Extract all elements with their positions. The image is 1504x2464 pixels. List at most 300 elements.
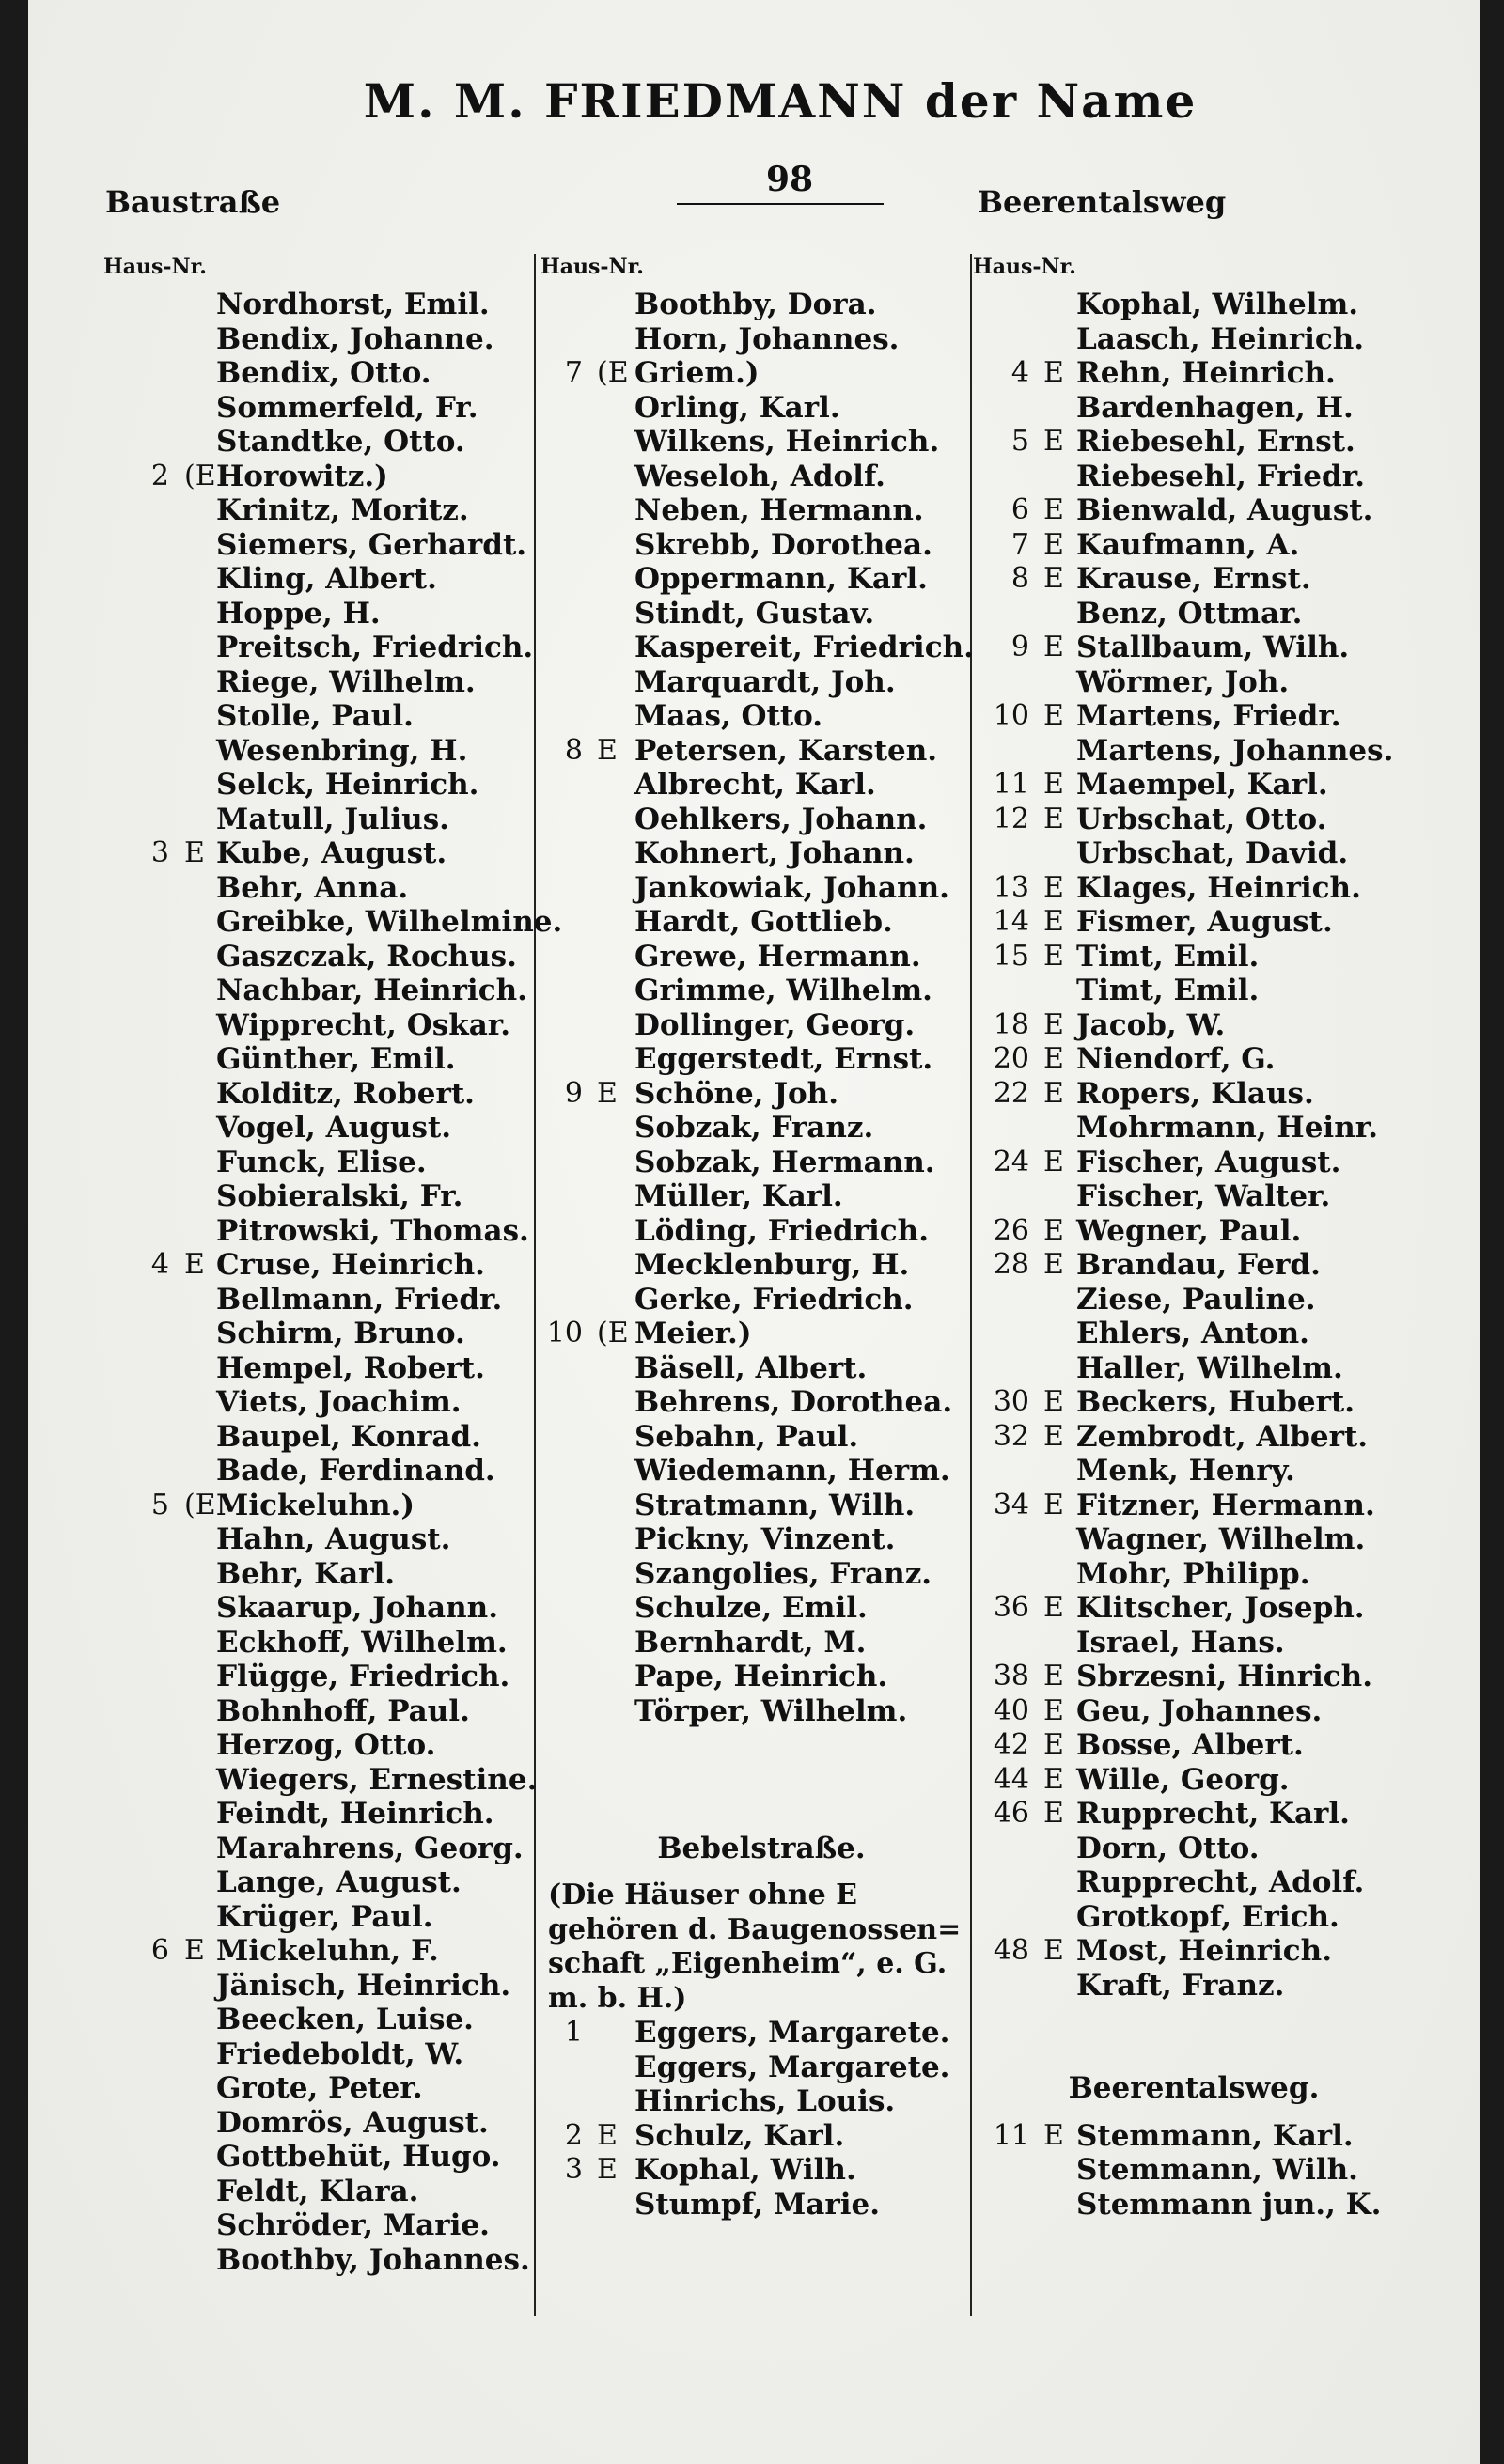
owner-mark: E <box>1043 1591 1064 1624</box>
list-item <box>103 2106 545 2141</box>
owner-mark: E <box>1043 1213 1064 1247</box>
resident-name: Wiedemann, Herm. <box>634 1454 950 1488</box>
list-item <box>103 768 545 803</box>
resident-name: Beckers, Hubert. <box>1076 1385 1355 1419</box>
resident-name: Törper, Wilhelm. <box>634 1693 908 1728</box>
list-item <box>973 1042 1415 1077</box>
resident-name: Bardenhagen, H. <box>1076 390 1354 425</box>
owner-mark: E <box>184 836 205 869</box>
list-item <box>973 2153 1415 2188</box>
resident-name: Behr, Anna. <box>216 870 409 905</box>
resident-name: Urbschat, Otto. <box>1076 802 1327 836</box>
list-item <box>540 2016 982 2051</box>
resident-name: Hinrichs, Louis. <box>634 2084 896 2118</box>
list-item <box>973 2188 1415 2222</box>
resident-name: Brandau, Ferd. <box>1076 1248 1321 1282</box>
resident-name: Herzog, Otto. <box>216 1728 436 1762</box>
list-item <box>540 493 982 528</box>
owner-mark: E <box>1043 631 1064 663</box>
list-item <box>103 974 545 1008</box>
resident-name: Stumpf, Marie. <box>634 2187 880 2222</box>
resident-name: Kolditz, Robert. <box>216 1076 475 1111</box>
resident-name: Riebesehl, Friedr. <box>1076 459 1365 493</box>
owner-mark: E <box>1043 802 1064 835</box>
owner-mark: E <box>1043 1797 1064 1830</box>
list-item <box>973 974 1415 1008</box>
resident-name: Urbschat, David. <box>1076 836 1349 870</box>
resident-name: Maas, Otto. <box>634 699 823 733</box>
owner-mark: E <box>1043 768 1064 801</box>
resident-name: Martens, Friedr. <box>1076 699 1341 733</box>
house-number: 6 <box>150 1934 169 1967</box>
house-number: 7 <box>1010 527 1029 561</box>
list-item <box>103 2243 545 2278</box>
list-item <box>973 1900 1415 1935</box>
list-item <box>103 1728 545 1763</box>
list-item <box>540 734 982 769</box>
resident-name: Dorn, Otto. <box>1076 1831 1260 1865</box>
resident-name: Mickeluhn, F. <box>216 1934 439 1968</box>
resident-name: Jänisch, Heinrich. <box>216 1968 511 2003</box>
resident-name: Grote, Peter. <box>216 2071 423 2105</box>
list-item <box>103 2208 545 2243</box>
section-heading-bebelstrasse: Bebelstraße. <box>657 1831 866 1865</box>
resident-name: Benz, Ottmar. <box>1076 596 1303 631</box>
owner-mark: E <box>597 1076 618 1110</box>
list-item <box>973 1626 1415 1661</box>
resident-name: Dollinger, Georg. <box>634 1007 916 1042</box>
list-item <box>540 631 982 665</box>
list-item <box>973 940 1415 975</box>
resident-name: Grotkopf, Erich. <box>1076 1899 1340 1934</box>
house-number: 26 <box>993 1213 1029 1247</box>
list-item <box>103 1420 545 1455</box>
list-item <box>540 905 982 940</box>
resident-name: Horn, Johannes. <box>634 321 900 356</box>
resident-name: Griem.) <box>634 356 760 390</box>
list-item <box>103 803 545 837</box>
owner-mark: E <box>1043 1488 1064 1521</box>
resident-name: Gaszczak, Rochus. <box>216 939 517 974</box>
list-item <box>540 1385 982 1420</box>
list-item <box>103 2071 545 2106</box>
resident-name: Bosse, Albert. <box>1076 1728 1304 1762</box>
list-item <box>103 734 545 769</box>
resident-name: Petersen, Karsten. <box>634 733 938 768</box>
owner-mark: E <box>1043 1007 1064 1041</box>
owner-mark: E <box>1043 527 1064 561</box>
resident-name: Lange, August. <box>216 1865 462 1899</box>
list-item <box>540 1591 982 1626</box>
owner-mark: E <box>597 733 618 767</box>
list-item <box>540 836 982 871</box>
list-item <box>540 1557 982 1592</box>
resident-name: Eggerstedt, Ernst. <box>634 1042 933 1076</box>
list-item <box>103 460 545 494</box>
resident-name: Boothby, Johannes. <box>216 2242 530 2277</box>
resident-name: Kaspereit, Friedrich. <box>634 631 974 664</box>
list-item <box>103 699 545 734</box>
beerentalsweg-entries <box>973 2119 1415 2222</box>
house-number: 11 <box>993 768 1029 801</box>
resident-name: Viets, Joachim. <box>216 1385 462 1419</box>
list-item <box>103 2037 545 2072</box>
resident-name: Nachbar, Heinrich. <box>216 974 527 1007</box>
list-item <box>973 1557 1415 1592</box>
resident-name: Wegner, Paul. <box>1076 1213 1302 1248</box>
resident-name: Stemmann jun., K. <box>1076 2187 1382 2222</box>
list-item <box>540 391 982 426</box>
resident-name: Oppermann, Karl. <box>634 562 928 596</box>
resident-name: Grimme, Wilhelm. <box>634 974 932 1007</box>
resident-name: Sbrzesni, Hinrich. <box>1076 1660 1372 1693</box>
owner-mark: E <box>1043 905 1064 938</box>
resident-name: Klages, Heinrich. <box>1076 870 1361 905</box>
list-item <box>973 460 1415 494</box>
list-item <box>540 1694 982 1729</box>
resident-name: Hahn, August. <box>216 1522 451 1556</box>
list-item <box>973 2119 1415 2154</box>
owner-mark: E <box>1043 356 1064 389</box>
column-1-entries <box>103 288 563 2277</box>
resident-name: Geu, Johannes. <box>1076 1693 1323 1728</box>
list-item <box>103 2003 545 2037</box>
owner-mark: (E <box>184 459 216 492</box>
list-item <box>540 2188 982 2222</box>
list-item <box>103 631 545 665</box>
resident-name: Bienwald, August. <box>1076 493 1373 527</box>
resident-name: Standtke, Otto. <box>216 425 465 459</box>
owner-mark: E <box>1043 1042 1064 1075</box>
page-title: M. M. FRIEDMANN der Name <box>363 73 1198 129</box>
resident-name: Skaarup, Johann. <box>216 1591 499 1625</box>
list-item <box>973 1865 1415 1900</box>
resident-name: Skrebb, Dorothea. <box>634 527 932 562</box>
list-item <box>973 905 1415 940</box>
list-item <box>103 356 545 391</box>
owner-mark: E <box>1043 1385 1064 1418</box>
page-number: 98 <box>765 160 814 199</box>
owner-mark: E <box>1043 1419 1064 1453</box>
resident-name: Marquardt, Joh. <box>634 664 896 699</box>
house-number: 8 <box>1010 562 1029 595</box>
resident-name: Feldt, Klara. <box>216 2174 419 2208</box>
resident-name: Marahrens, Georg. <box>216 1831 524 1865</box>
resident-name: Beecken, Luise. <box>216 2003 474 2036</box>
column-2-entries <box>540 288 982 1728</box>
list-item <box>973 562 1415 597</box>
house-number: 9 <box>1010 631 1029 663</box>
resident-name: Eggers, Margarete. <box>634 2016 950 2050</box>
list-item <box>103 1283 545 1318</box>
house-number: 44 <box>993 1762 1029 1796</box>
owner-mark: E <box>597 2153 618 2186</box>
resident-name: Schulze, Emil. <box>634 1591 868 1625</box>
list-item <box>540 974 982 1008</box>
running-head-left: Baustraße <box>105 184 281 220</box>
resident-name: Mohrmann, Heinr. <box>1076 1111 1379 1145</box>
list-item <box>540 460 982 494</box>
resident-name: Kraft, Franz. <box>1076 1968 1285 2003</box>
list-item <box>103 1557 545 1592</box>
house-number: 48 <box>993 1934 1029 1967</box>
list-item <box>973 1214 1415 1249</box>
resident-name: Krinitz, Moritz. <box>216 493 469 527</box>
house-number: 36 <box>993 1591 1029 1624</box>
resident-name: Boothby, Dora. <box>634 288 877 321</box>
list-item <box>103 1694 545 1729</box>
resident-name: Schulz, Karl. <box>634 2118 845 2153</box>
house-number: 46 <box>993 1797 1029 1830</box>
resident-name: Orling, Karl. <box>634 390 840 425</box>
house-number: 18 <box>993 1007 1029 1041</box>
list-item <box>103 2175 545 2209</box>
column-2 <box>540 246 982 2222</box>
list-item <box>540 1179 982 1214</box>
owner-mark: E <box>1043 493 1064 526</box>
list-item <box>973 1797 1415 1832</box>
resident-name: Mecklenburg, H. <box>634 1248 910 1282</box>
house-number: 11 <box>993 2118 1029 2152</box>
resident-name: Wesenbring, H. <box>216 733 468 768</box>
list-item <box>103 1385 545 1420</box>
resident-name: Friedeboldt, W. <box>216 2036 464 2071</box>
resident-name: Martens, Johannes. <box>1076 733 1394 768</box>
owner-mark: E <box>1043 1934 1064 1967</box>
resident-name: Vogel, August. <box>216 1111 452 1145</box>
list-item <box>973 1728 1415 1763</box>
resident-name: Sobzak, Hermann. <box>634 1145 935 1179</box>
owner-mark: E <box>1043 1728 1064 1761</box>
column-1 <box>103 246 563 2277</box>
owner-mark: E <box>184 1248 205 1281</box>
resident-name: Wipprecht, Oskar. <box>216 1007 511 1042</box>
resident-name: Wagner, Wilhelm. <box>1076 1522 1366 1556</box>
resident-name: Bade, Ferdinand. <box>216 1454 495 1488</box>
resident-name: Wilkens, Heinrich. <box>634 425 940 459</box>
list-item <box>103 1591 545 1626</box>
house-number: 9 <box>564 1076 583 1110</box>
resident-name: Cruse, Heinrich. <box>216 1248 485 1282</box>
resident-name: Bellmann, Friedr. <box>216 1282 503 1317</box>
list-item <box>540 1454 982 1489</box>
owner-mark: E <box>1043 425 1064 458</box>
resident-name: Bendix, Otto. <box>216 356 431 390</box>
resident-name: Haller, Wilhelm. <box>1076 1350 1343 1385</box>
list-item <box>973 734 1415 769</box>
resident-name: Bernhardt, M. <box>634 1625 867 1660</box>
list-item <box>103 1934 545 1969</box>
house-number: 7 <box>564 356 583 389</box>
resident-name: Matull, Julius. <box>216 802 449 836</box>
house-number: 2 <box>150 459 169 492</box>
list-item <box>973 322 1415 357</box>
list-item <box>973 1146 1415 1180</box>
house-number: 4 <box>1010 356 1029 389</box>
list-item <box>103 1008 545 1043</box>
list-item <box>973 1591 1415 1626</box>
resident-name: Fischer, August. <box>1076 1145 1341 1179</box>
owner-mark: E <box>1043 1693 1064 1727</box>
resident-name: Ropers, Klaus. <box>1076 1076 1314 1111</box>
resident-name: Hardt, Gottlieb. <box>634 905 893 939</box>
resident-name: Ehlers, Anton. <box>1076 1317 1309 1350</box>
list-item <box>540 2051 982 2085</box>
list-item <box>973 528 1415 563</box>
house-number: 15 <box>993 939 1029 973</box>
resident-name: Behr, Karl. <box>216 1556 396 1591</box>
list-item <box>540 699 982 734</box>
list-item <box>540 1214 982 1249</box>
resident-name: Klitscher, Joseph. <box>1076 1591 1365 1625</box>
resident-name: Wille, Georg. <box>1076 1762 1290 1797</box>
house-number: 1 <box>564 2016 583 2049</box>
list-item <box>540 1317 982 1351</box>
list-item <box>973 1420 1415 1455</box>
owner-mark: E <box>1043 939 1064 973</box>
list-item <box>103 1111 545 1146</box>
owner-mark: E <box>1043 2118 1064 2152</box>
list-item <box>540 1146 982 1180</box>
house-number: 13 <box>993 870 1029 904</box>
bebelstrasse-entries <box>540 2016 982 2222</box>
house-number: 2 <box>564 2118 583 2152</box>
list-item <box>540 1660 982 1694</box>
list-item <box>973 803 1415 837</box>
list-item <box>103 1077 545 1112</box>
resident-name: Stallbaum, Wilh. <box>1076 631 1350 664</box>
resident-name: Stemmann, Wilh. <box>1076 2153 1358 2187</box>
list-item <box>540 803 982 837</box>
list-item <box>103 836 545 871</box>
resident-name: Pickny, Vinzent. <box>634 1522 896 1556</box>
list-item <box>973 425 1415 460</box>
house-number: 28 <box>993 1248 1029 1281</box>
list-item <box>973 631 1415 665</box>
list-item <box>103 597 545 632</box>
resident-name: Löding, Friedrich. <box>634 1213 930 1248</box>
resident-name: Kube, August. <box>216 836 447 870</box>
list-item <box>103 425 545 460</box>
resident-name: Kohnert, Johann. <box>634 836 915 870</box>
resident-name: Timt, Emil. <box>1076 939 1260 974</box>
list-item <box>973 1283 1415 1318</box>
list-item <box>103 1763 545 1798</box>
directory-page <box>28 0 1480 2464</box>
house-number: 34 <box>993 1488 1029 1521</box>
list-item <box>973 1317 1415 1351</box>
list-item <box>103 2140 545 2175</box>
house-number: 3 <box>150 836 169 869</box>
list-item <box>973 836 1415 871</box>
resident-name: Gottbehüt, Hugo. <box>216 2140 501 2174</box>
resident-name: Kophal, Wilh. <box>634 2153 856 2187</box>
column-head: Haus-Nr. <box>973 255 1076 279</box>
list-item <box>103 871 545 906</box>
list-item <box>973 1454 1415 1489</box>
resident-name: Eggers, Margarete. <box>634 2050 950 2084</box>
list-item <box>540 940 982 975</box>
list-item <box>973 1660 1415 1694</box>
list-item <box>103 322 545 357</box>
list-item <box>540 2153 982 2188</box>
resident-name: Schirm, Bruno. <box>216 1317 465 1350</box>
resident-name: Bäsell, Albert. <box>634 1350 868 1385</box>
resident-name: Rupprecht, Karl. <box>1076 1797 1350 1831</box>
list-item <box>973 1969 1415 2004</box>
list-item <box>973 493 1415 528</box>
page-number-rule <box>677 203 884 205</box>
resident-name: Neben, Hermann. <box>634 493 924 527</box>
resident-name: Hoppe, H. <box>216 596 381 631</box>
resident-name: Stindt, Gustav. <box>634 596 875 631</box>
resident-name: Greibke, Wilhelmine. <box>216 905 563 939</box>
owner-mark: E <box>1043 1248 1064 1281</box>
resident-name: Szangolies, Franz. <box>634 1556 932 1591</box>
resident-name: Feindt, Heinrich. <box>216 1797 494 1831</box>
list-item <box>103 1489 545 1523</box>
resident-name: Menk, Henry. <box>1076 1454 1295 1488</box>
resident-name: Horowitz.) <box>216 459 388 493</box>
resident-name: Stratmann, Wilh. <box>634 1488 916 1522</box>
list-item <box>103 940 545 975</box>
house-number: 10 <box>546 1317 583 1349</box>
resident-name: Fischer, Walter. <box>1076 1179 1331 1213</box>
list-item <box>103 1797 545 1832</box>
list-item <box>103 528 545 563</box>
list-item <box>103 1351 545 1386</box>
column-head: Haus-Nr. <box>103 255 207 279</box>
list-item <box>973 1763 1415 1798</box>
owner-mark: E <box>1043 870 1064 904</box>
list-item <box>973 356 1415 391</box>
column-3-entries <box>973 288 1415 2003</box>
list-item <box>540 1522 982 1557</box>
resident-name: Kaufmann, A. <box>1076 527 1300 562</box>
resident-name: Pape, Heinrich. <box>634 1660 888 1693</box>
list-item <box>103 1317 545 1351</box>
house-number: 22 <box>993 1076 1029 1110</box>
house-number: 3 <box>564 2153 583 2186</box>
list-item <box>540 871 982 906</box>
list-item <box>973 1008 1415 1043</box>
list-item <box>103 1660 545 1694</box>
owner-mark: E <box>1043 699 1064 732</box>
resident-name: Müller, Karl. <box>634 1179 843 1213</box>
list-item <box>103 1865 545 1900</box>
list-item <box>540 356 982 391</box>
list-item <box>973 1351 1415 1386</box>
list-item <box>540 1111 982 1146</box>
list-item <box>103 288 545 322</box>
list-item <box>103 1900 545 1935</box>
list-item <box>103 1146 545 1180</box>
owner-mark: E <box>1043 562 1064 595</box>
resident-name: Niendorf, G. <box>1076 1042 1276 1076</box>
resident-name: Fitzner, Hermann. <box>1076 1488 1375 1522</box>
house-number: 24 <box>993 1145 1029 1178</box>
resident-name: Gerke, Friedrich. <box>634 1282 914 1317</box>
resident-name: Wörmer, Joh. <box>1076 664 1290 699</box>
list-item <box>973 1385 1415 1420</box>
resident-name: Rehn, Heinrich. <box>1076 356 1336 390</box>
resident-name: Schröder, Marie. <box>216 2208 490 2242</box>
owner-mark: E <box>597 2118 618 2152</box>
resident-name: Günther, Emil. <box>216 1042 456 1076</box>
resident-name: Nordhorst, Emil. <box>216 288 490 321</box>
resident-name: Riege, Wilhelm. <box>216 664 476 699</box>
list-item <box>973 391 1415 426</box>
